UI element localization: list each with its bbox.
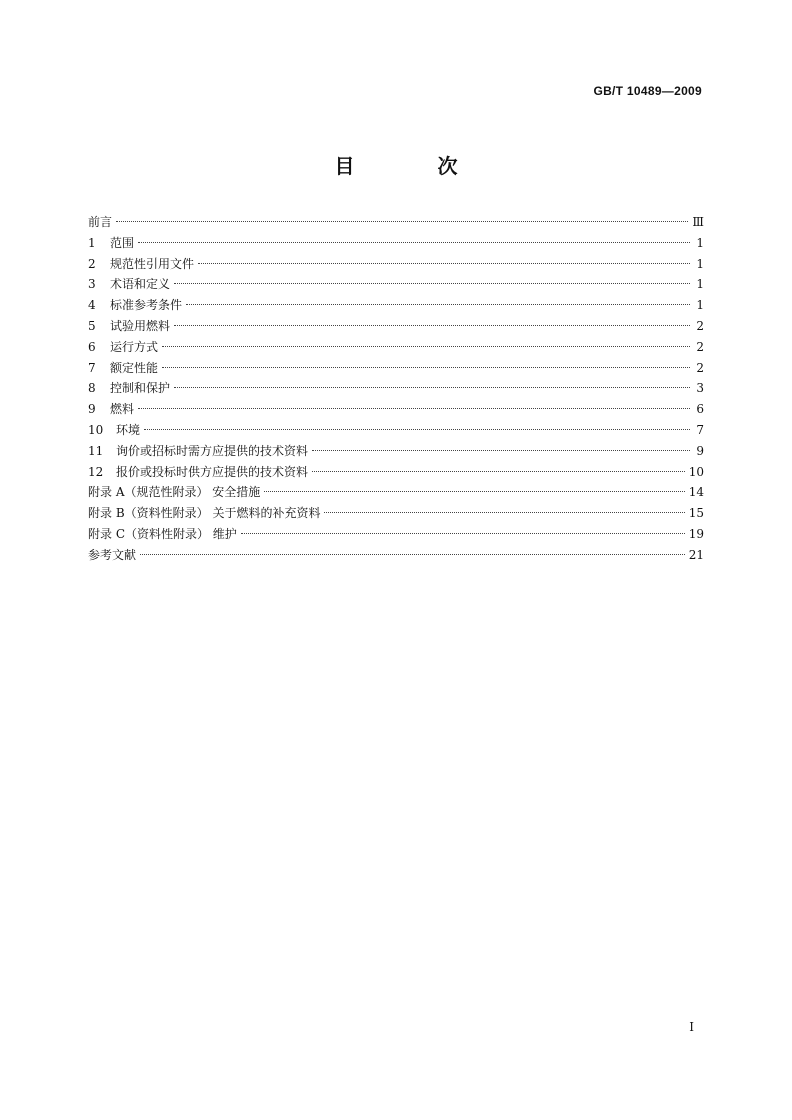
toc-entry-number: 7 bbox=[88, 360, 96, 375]
toc-entry-page: 7 bbox=[696, 422, 704, 437]
toc-entry-number: 3 bbox=[88, 277, 96, 292]
toc-entry[interactable] bbox=[88, 420, 704, 441]
dot-leader bbox=[144, 429, 690, 430]
page-title: 目 次 bbox=[334, 154, 496, 178]
toc-entry[interactable] bbox=[88, 399, 704, 420]
toc-entry-title: 参考文献 bbox=[88, 547, 137, 562]
toc-entry-page: 3 bbox=[696, 381, 704, 396]
toc-entry-page: 14 bbox=[688, 485, 704, 500]
toc-entry-title: 附录 C（资料性附录） 维护 bbox=[88, 526, 237, 541]
toc-entry-title: 额定性能 bbox=[110, 360, 159, 375]
toc-entry[interactable] bbox=[88, 462, 704, 483]
toc-entry-title: 前言 bbox=[88, 215, 113, 229]
toc-entry[interactable] bbox=[88, 358, 704, 379]
toc-entry-number: 8 bbox=[88, 381, 96, 396]
toc-entry-title: 范围 bbox=[110, 235, 135, 250]
dot-leader bbox=[140, 554, 685, 555]
table-of-contents bbox=[88, 212, 704, 566]
toc-entry[interactable] bbox=[88, 503, 704, 524]
toc-entry-number: 12 bbox=[88, 464, 104, 479]
toc-entry-title: 询价或招标时需方应提供的技术资料 bbox=[116, 443, 309, 458]
dot-leader bbox=[162, 367, 690, 368]
dot-leader bbox=[138, 408, 690, 409]
toc-entry-page: 2 bbox=[696, 339, 704, 354]
toc-entry-number: 4 bbox=[88, 298, 96, 313]
toc-entry-number: 6 bbox=[88, 339, 96, 354]
toc-entry[interactable] bbox=[88, 545, 704, 566]
dot-leader bbox=[312, 450, 690, 451]
dot-leader bbox=[162, 346, 690, 347]
toc-entry-number: 2 bbox=[88, 256, 96, 271]
toc-entry-page: 1 bbox=[696, 298, 704, 313]
toc-entry-page: 1 bbox=[696, 235, 704, 250]
page-number: I bbox=[689, 1020, 694, 1034]
toc-entry[interactable] bbox=[88, 378, 704, 399]
toc-entry-title: 标准参考条件 bbox=[110, 298, 183, 313]
toc-entry[interactable] bbox=[88, 337, 704, 358]
toc-entry-number: 10 bbox=[88, 422, 104, 437]
toc-entry[interactable] bbox=[88, 441, 704, 462]
dot-leader bbox=[174, 387, 690, 388]
toc-entry-title: 环境 bbox=[116, 422, 141, 437]
toc-entry-page: 1 bbox=[696, 277, 704, 292]
dot-leader bbox=[174, 283, 690, 284]
toc-entry-page: 1 bbox=[696, 256, 704, 271]
toc-entry-title: 规范性引用文件 bbox=[110, 256, 195, 271]
toc-entry-title: 报价或投标时供方应提供的技术资料 bbox=[116, 464, 309, 479]
toc-entry[interactable] bbox=[88, 482, 704, 503]
toc-entry[interactable] bbox=[88, 316, 704, 337]
dot-leader bbox=[312, 471, 685, 472]
toc-entry-page: 10 bbox=[688, 464, 704, 479]
toc-entry-page: Ⅲ bbox=[692, 215, 704, 229]
toc-entry-number: 5 bbox=[88, 318, 96, 333]
toc-entry-title: 燃料 bbox=[110, 402, 135, 417]
toc-entry-page: 9 bbox=[696, 443, 704, 458]
toc-entry-number: 11 bbox=[88, 443, 104, 458]
toc-entry-page: 15 bbox=[688, 506, 704, 521]
dot-leader bbox=[174, 325, 690, 326]
dot-leader bbox=[186, 304, 690, 305]
toc-entry[interactable] bbox=[88, 233, 704, 254]
toc-entry-title: 术语和定义 bbox=[110, 277, 171, 292]
dot-leader bbox=[324, 512, 684, 513]
toc-entry-page: 19 bbox=[688, 526, 704, 541]
toc-entry[interactable] bbox=[88, 524, 704, 545]
dot-leader bbox=[138, 242, 690, 243]
toc-entry-title: 运行方式 bbox=[110, 339, 159, 354]
dot-leader bbox=[198, 263, 690, 264]
standard-code: GB/T 10489—2009 bbox=[593, 84, 702, 98]
toc-entry[interactable] bbox=[88, 274, 704, 295]
toc-entry-number: 9 bbox=[88, 402, 96, 417]
toc-entry-page: 6 bbox=[696, 402, 704, 417]
toc-entry[interactable] bbox=[88, 212, 704, 233]
dot-leader bbox=[264, 491, 684, 492]
toc-entry-page: 2 bbox=[696, 360, 704, 375]
toc-entry[interactable] bbox=[88, 254, 704, 275]
toc-entry[interactable] bbox=[88, 295, 704, 316]
toc-entry-number: 1 bbox=[88, 235, 96, 250]
toc-entry-page: 2 bbox=[696, 318, 704, 333]
toc-entry-title: 试验用燃料 bbox=[110, 318, 171, 333]
toc-entry-page: 21 bbox=[688, 547, 704, 562]
dot-leader bbox=[116, 221, 688, 222]
toc-entry-title: 附录 A（规范性附录） 安全措施 bbox=[88, 485, 261, 500]
toc-entry-title: 控制和保护 bbox=[110, 381, 171, 396]
toc-entry-title: 附录 B（资料性附录） 关于燃料的补充资料 bbox=[88, 506, 321, 521]
dot-leader bbox=[241, 533, 685, 534]
